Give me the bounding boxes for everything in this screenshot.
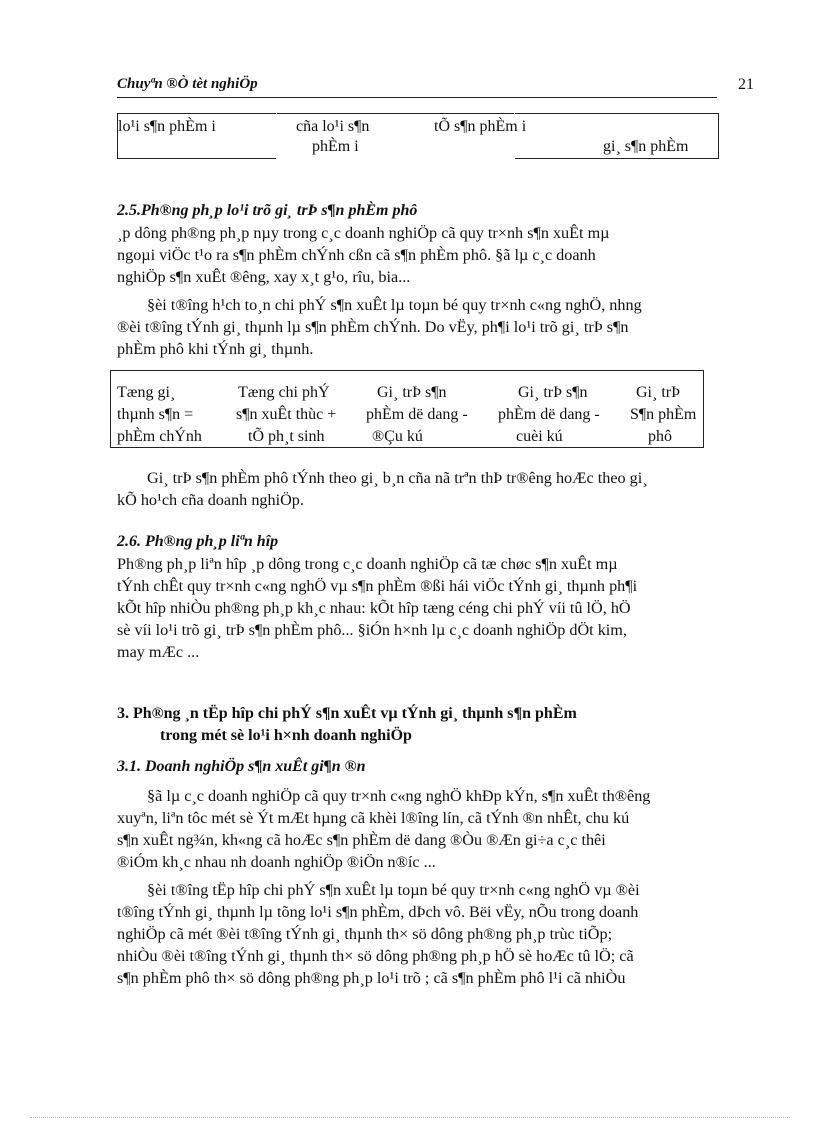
paragraph-line: Gi¸ trÞ s¶n phÈm phô tÝnh theo gi¸ b¸n cña nã trªn thÞ tr®êng hoÆc theo gi¸ [147,469,648,487]
paragraph-line: §èi t®îng h¹ch to¸n chi phÝ s¶n xuÊt lµ toµn bé quy tr×nh c«ng nghÖ, nhng [147,296,642,314]
paragraph-line: Ph®ng ph¸p liªn hîp ¸p dông trong c¸c doanh nghiÖp cã tæ chøc s¶n xuÊt mµ [117,555,618,573]
paragraph-line: s¶n phÈm phô th× sö dông ph®ng ph¸p lo¹i trõ ; cã s¶n phÈm phô l¹i cã nhiÒu [117,969,626,987]
formula-cell: thµnh s¶n = [117,406,194,423]
formula-cell: phÈm chÝnh [117,428,202,445]
formula-cell: Gi¸ trÞ s¶n [377,384,447,401]
formula-cell: Tæng chi phÝ [238,384,330,401]
table-cell: cña lo¹i s¶n [296,118,370,135]
section-heading: trong mét sè lo¹i h×nh doanh nghiÖp [160,727,412,744]
paragraph-line: ®iÓm kh¸c nhau nh doanh nghiÖp ®iÖn n®íc ... [117,853,436,871]
paragraph-line: ¸p dông ph®ng ph¸p nµy trong c¸c doanh nghiÖp cã quy tr×nh s¶n xuÊt mµ [117,224,610,242]
section-heading: 3. Ph®ng ¸n tËp hîp chi phÝ s¶n xuÊt vµ tÝnh gi¸ thµnh s¶n phÈm [117,705,577,722]
paragraph-line: kÕt hîp nhiÒu ph®ng ph¸p kh¸c nhau: kÕt hîp tæng céng chi phÝ víi tû lÖ, hÖ [117,599,631,617]
paragraph-line: §ã lµ c¸c doanh nghiÖp cã quy tr×nh c«ng nghÖ khÐp kÝn, s¶n xuÊt th®êng [147,787,651,805]
page-number: 21 [738,76,754,93]
formula-cell: phÈm dë dang - [498,406,600,423]
formula-cell: tÕ ph¸t sinh [248,428,325,445]
formula-cell: Gi¸ trÞ s¶n [518,384,588,401]
formula-cell: phô [648,428,672,445]
table-cell: gi¸ s¶n phÈm [603,138,689,155]
paragraph-line: s¶n xuÊt ng¾n, kh«ng cã hoÆc s¶n phÈm dë dang ®Òu ®Æn gi÷a c¸c thêi [117,831,606,849]
paragraph-line: ®èi t®îng tÝnh gi¸ thµnh lµ s¶n phÈm chÝnh. Do vËy, ph¶i lo¹i trõ gi¸ trÞ s¶n [117,318,629,336]
formula-cell: S¶n phÈm [630,406,697,423]
paragraph-line: may mÆc ... [117,643,200,661]
table-cell: lo¹i s¶n phÈm i [118,118,216,135]
table-cell: phÈm i [312,138,359,155]
paragraph-line: phÈm phô khi tÝnh gi¸ thµnh. [117,340,314,358]
running-header-title: Chuyªn ®Ò tèt nghiÖp [117,76,258,92]
section-heading: 2.6. Ph®ng ph¸p liªn hîp [117,533,279,550]
paragraph-line: xuyªn, liªn tôc mét sè Ýt mÆt hµng cã khèi l®îng lín, cã tÝnh ®n nhÊt, chu kú [117,809,630,827]
section-heading: 2.5.Ph®ng ph¸p lo¹i trõ gi¸ trÞ s¶n phÈm phô [117,202,418,219]
paragraph-line: nhiÒu ®èi t®îng tÝnh gi¸ thµnh th× sö dông ph®ng ph¸p hÖ sè hoÆc tû lÖ; cã [117,947,634,965]
formula-cell: ®Çu kú [372,428,423,445]
formula-cell: Tæng gi¸ [117,384,176,401]
page-bottom-edge [30,1117,790,1118]
paragraph-line: sè víi lo¹i trõ gi¸ trÞ s¶n phÈm phô... §iÓn h×nh lµ c¸c doanh nghiÖp dÖt kim, [117,621,627,639]
section-heading: 3.1. Doanh nghiÖp s¶n xuÊt gi¶n ®n [117,758,366,775]
formula-cell: cuèi kú [516,428,563,445]
formula-cell: Gi¸ trÞ [636,384,680,401]
table-cell: tÕ s¶n phÈm i [434,118,527,135]
formula-cell: s¶n xuÊt thùc + [236,406,337,423]
paragraph-line: nghiÖp s¶n xuÊt ®êng, xay x¸t g¹o, rîu, bia... [117,268,411,286]
formula-cell: phÈm dë dang - [366,406,468,423]
paragraph-line: t®îng tÝnh gi¸ thµnh lµ tõng lo¹i s¶n phÈm, dÞch vô. Bëi vËy, nÕu trong doanh [117,903,639,921]
header-rule [117,97,717,98]
paragraph-line: §èi t®îng tËp hîp chi phÝ s¶n xuÊt lµ toµn bé quy tr×nh c«ng nghÖ vµ ®èi [147,881,640,899]
paragraph-line: nghiÖp cã mét ®èi t®îng tÝnh gi¸ thµnh th× sö dông ph®ng ph¸p trùc tiÕp; [117,925,613,943]
paragraph-line: tÝnh chÊt quy tr×nh c«ng nghÖ vµ s¶n phÈm ®ßi hái viÖc tÝnh gi¸ thµnh ph¶i [117,577,638,595]
paragraph-line: ngoµi viÖc t¹o ra s¶n phÈm chÝnh cßn cã s¶n phÈm phô. §ã lµ c¸c doanh [117,246,596,264]
paragraph-line: kÕ ho¹ch cña doanh nghiÖp. [117,491,304,509]
